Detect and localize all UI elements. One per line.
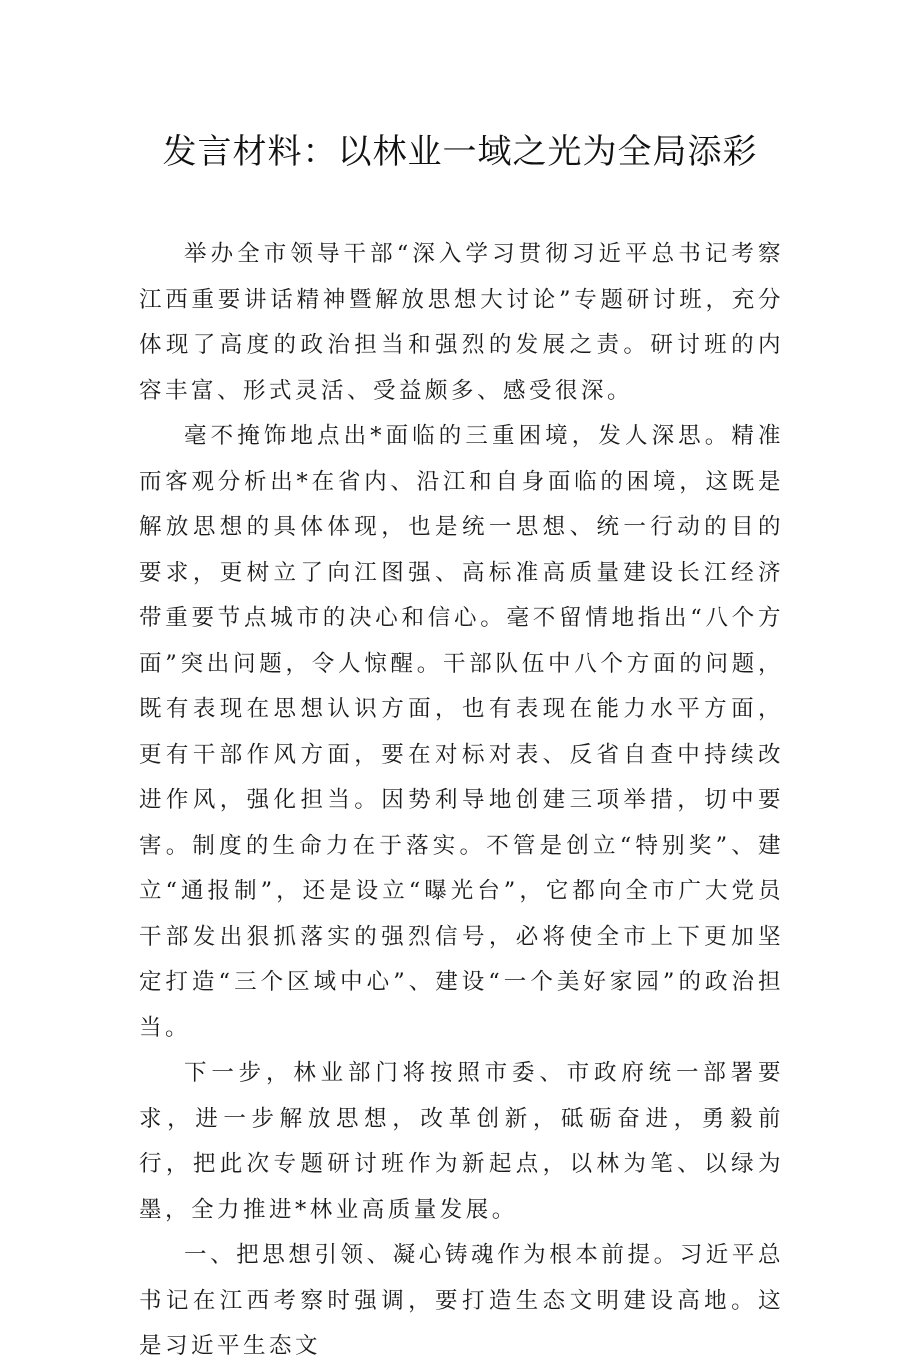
paragraph-1: 举办全市领导干部“深入学习贯彻习近平总书记考察江西重要讲话精神暨解放思想大讨论”专题研讨班，充分体现了高度的政治担当和强烈的发展之责。研讨班的内容丰富、形式灵活、受益颇多、感受很深。: [139, 241, 784, 404]
paragraph-2: 毫不掩饰地点出*面临的三重困境，发人深思。精准而客观分析出*在省内、沿江和自身面临的困境，这既是解放思想的具体体现，也是统一思想、统一行动的目的要求，更树立了向江图强、高标准高质量建设长江经济带重要节点城市的决心和信心。毫不留情地指出“八个方面”突出问题，令人惊醒。干部队伍中八个方面的问题，既有表现在思想认识方面，也有表现在能力水平方面，更有干部作风方面，要在对标对表、反省自查中持续改进作风，强化担当。因势利导地创建三项举措，切中要害。制度的生命力在于落实。不管是创立“特别奖”、建立“通报制”，还是设立“曝光台”，它都向全市广大党员干部发出狠抓落实的强烈信号，必将使全市上下更加坚定打造“三个区域中心”、建设“一个美好家园”的政治担当。: [139, 423, 784, 1041]
document-title: 发言材料：以林业一域之光为全局添彩: [162, 132, 758, 172]
paragraph-3: 下一步，林业部门将按照市委、市政府统一部署要求，进一步解放思想，改革创新，砥砺奋进，勇毅前行，把此次专题研讨班作为新起点，以林为笔、以绿为墨，全力推进*林业高质量发展。: [139, 1060, 784, 1223]
paragraph-4: 一、把思想引领、凝心铸魂作为根本前提。习近平总书记在江西考察时强调，要打造生态文明建设高地。这是习近平生态文: [139, 1242, 784, 1359]
document-body: [139, 232, 784, 1370]
